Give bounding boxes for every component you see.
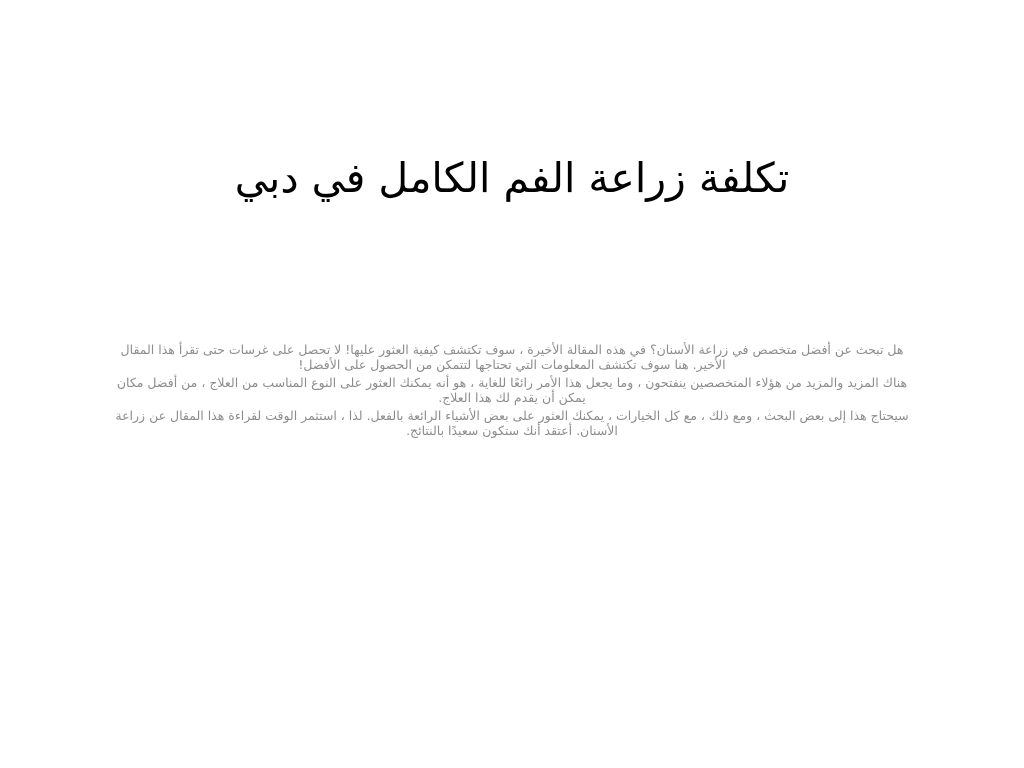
body-paragraph-1: هل تبحث عن أفضل متخصص في زراعة الأسنان؟ في هذه المقالة الأخيرة ، سوف تكتشف كيفية العثور عليها! لا تحصل على غرسات حتى تقرأ هذا المقال الأخير. هنا سوف تكتشف المعلومات التي تحتاجها لتتمكن من الحصول على الأفضل! bbox=[120, 342, 904, 372]
body-paragraph-2: هناك المزيد والمزيد من هؤلاء المتخصصين ينفتحون ، وما يجعل هذا الأمر رائعًا للغاية ، هو أنه يمكنك العثور على النوع المناسب من العلاج ، من أفضل مكان يمكن أن يقدم لك هذا العلاج. bbox=[116, 375, 908, 405]
slide-body bbox=[112, 342, 912, 441]
body-paragraph-3: سيحتاج هذا إلى بعض البحث ، ومع ذلك ، مع كل الخيارات ، يمكنك العثور على بعض الأشياء الرائعة بالفعل. لذا ، استثمر الوقت لقراءة هذا المقال عن زراعة الأسنان. أعتقد أنك ستكون سعيدًا بالنتائج. bbox=[115, 408, 909, 438]
slide-title: تكلفة زراعة الفم الكامل في دبي bbox=[234, 154, 790, 202]
